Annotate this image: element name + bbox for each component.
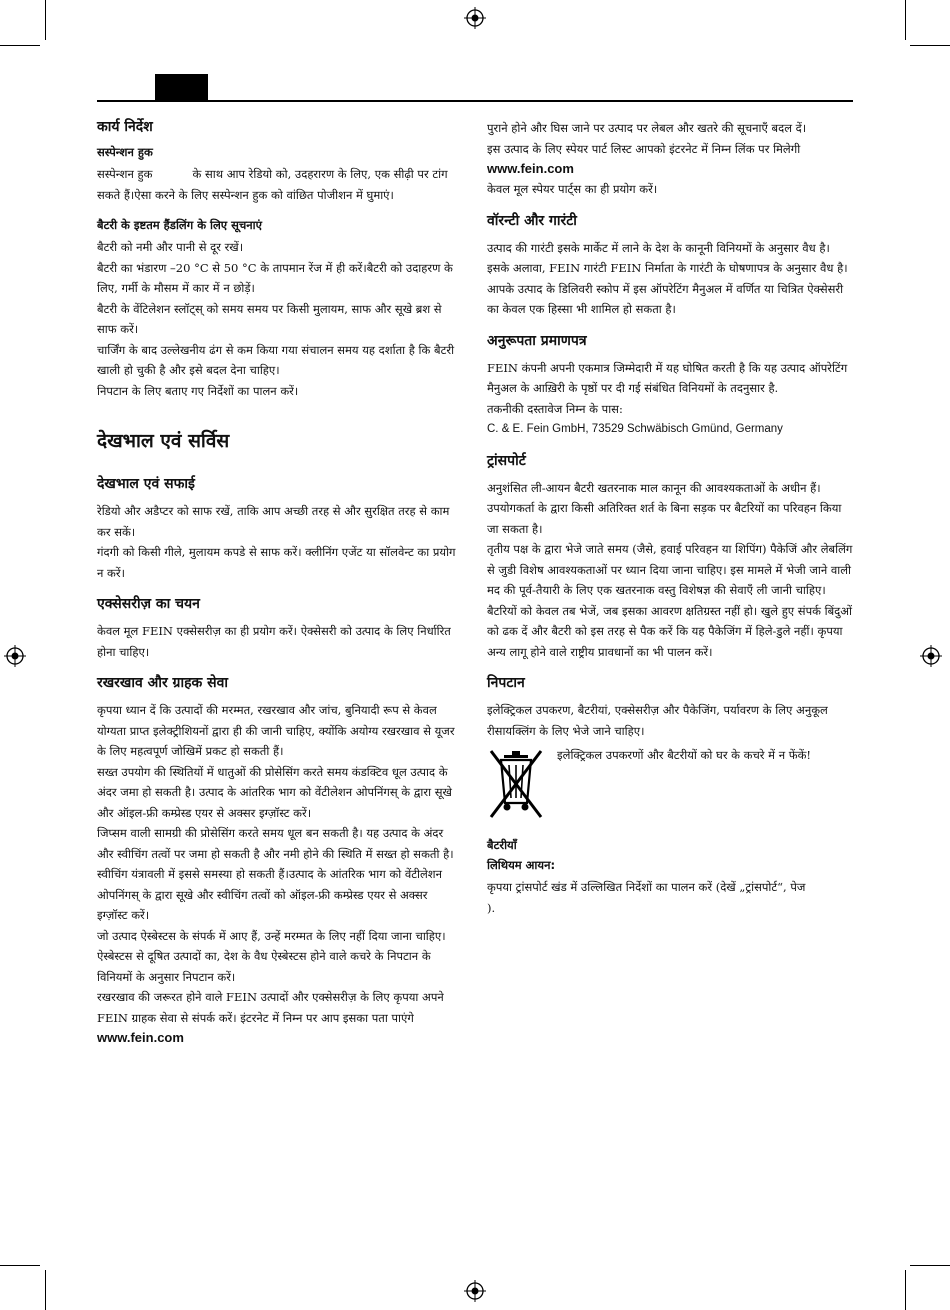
left-column bbox=[97, 118, 459, 1060]
warranty-section bbox=[487, 212, 853, 320]
registration-mark-icon bbox=[4, 645, 26, 667]
section-heading: कार्य निर्देश bbox=[97, 119, 153, 135]
right-column bbox=[487, 118, 853, 930]
registration-mark-icon bbox=[464, 7, 486, 29]
spare-parts-section bbox=[487, 118, 853, 200]
care-cleaning-section bbox=[97, 475, 459, 583]
crop-mark-top-left-v bbox=[45, 0, 46, 40]
text-fragment: कृपया ट्रांसपोर्ट खंड में उल्लिखित निर्देशों का पालन करें (देखें „ट्रांसपोर्ट“, पेज bbox=[487, 880, 806, 894]
registration-mark-icon bbox=[464, 1280, 486, 1302]
paragraph: चार्जिंग के बाद उल्लेखनीय ढंग से कम किया गया संचालन समय यह दर्शाता है कि बैटरी खाली हो चुकी है और इसे बदल देना चाहिए। bbox=[97, 342, 455, 377]
disposal-section bbox=[487, 674, 853, 825]
crop-mark-bottom-right-v bbox=[905, 1270, 906, 1310]
paragraph bbox=[97, 164, 459, 205]
text-fragment: सस्पेन्शन हुक bbox=[97, 167, 153, 181]
paragraph: FEIN कंपनी अपनी एकमात्र जिम्मेदारी में यह घोषित करती है कि यह उत्पाद ऑपरेटिंग मैनुअल के आख़िरी के पृष्ठों पर दी गई संबंधित विनियमों के तदनुसार है. bbox=[487, 360, 848, 395]
transport-section bbox=[487, 452, 853, 663]
paragraph: अनुशंसित ली-आयन बैटरी खतरनाक माल कानून की आवश्यकताओं के अधीन हैं। उपयोगकर्ता के द्वारा किसी अतिरिक्त शर्त के बिना सड़क पर बैटरियों का परिवहन किया जा सकता है। bbox=[487, 480, 842, 536]
paragraph: जो उत्पाद ऐस्बेस्टस के संपर्क में आए हैं, उन्हें मरम्मत के लिए नहीं दिया जाना चाहिए। ऐस्बेस्टस से दूषित उत्पादों का, देश के वैध ऐस्बेस्टस होने वाले कचरे के निपटान के विनियमों के अनुसार निपटान करें। bbox=[97, 928, 446, 984]
paragraph: निपटान के लिए बताए गए निर्देशों का पालन करें। bbox=[97, 383, 299, 398]
battery-handling-section bbox=[97, 217, 459, 401]
crop-mark-bottom-left-v bbox=[45, 1270, 46, 1310]
text-fragment: के साथ आप रेडियो को, उदहरारण के लिए, एक सीढ़ी पर टांग सकते हैं।ऐसा करने के लिए सस्पेन्शन हुक को वांछित पोजीशन में घुमाएं। bbox=[97, 167, 448, 202]
paragraph: केवल मूल स्पेयर पार्ट्स का ही प्रयोग करें। bbox=[487, 182, 658, 196]
paragraph: गंदगी को किसी गीले, मुलायम कपडे से साफ करें। क्लीनिंग एजेंट या सॉलवेन्ट का प्रयोग न करें। bbox=[97, 545, 456, 580]
section-heading: एक्सेसरीज़ का चयन bbox=[97, 596, 200, 612]
subsection-heading: बैटरी के इष्टतम हैंडलिंग के लिए सूचनाएं bbox=[97, 218, 262, 232]
paragraph: इलेक्ट्रिकल उपकरणों और बैटरीयों को घर के कचरे में न फेंकें! bbox=[557, 748, 812, 762]
paragraph: जिप्सम वाली सामग्री की प्रोसेसिंग करते समय धूल बन सकती है। यह उत्पाद के अंदर और स्वीचिंग तत्वों पर जमा हो सकती है और नमी होने की स्थिति में सख्त हो सकती है। स्वीचिंग यंत्रावली में इससे समस्या हो सकती हैं।उत्पाद के आंतरिक भाग को वेंटीलेशन ओपनिंगस् के द्वारा सूखे और स्वीचिंग तत्वों को ऑइल-फ्री कम्प्रेस्ड एयर से अक्सर इग्ज़ॉस्ट करें। bbox=[97, 826, 454, 922]
website-link[interactable]: www.fein.com bbox=[97, 1030, 184, 1045]
paragraph: इस उत्पाद के लिए स्पेयर पार्ट लिस्ट आपको इंटरनेट में निम्न लिंक पर मिलेगी bbox=[487, 141, 801, 156]
paragraph: पुराने होने और घिस जाने पर उत्पाद पर लेबल और खतरे की सूचनाएँ बदल दें। bbox=[487, 121, 807, 135]
section-heading: वॉरन्टी और गारंटी bbox=[487, 212, 577, 229]
crop-mark-bottom-right-h bbox=[910, 1265, 950, 1266]
paragraph: उत्पाद की गारंटी इसके मार्केट में लाने के देश के कानूनी विनियमों के अनुसार वैध है। इसके अलावा, FEIN गारंटी FEIN निर्माता के गारंटी के घोषणापत्र के अनुसार वैध है। आपके उत्पाद के डिलिवरी स्कोप में इस ऑपरेटिंग मैनुअल में वर्णित या चित्रित ऐक्सेसरी का केवल एक हिस्सा भी शामिल हो सकता है। bbox=[487, 240, 848, 316]
paragraph: कृपया ध्यान दें कि उत्पादों की मरम्मत, रखरखाव और जांच, बुनियादी रूप से केवल योग्यता प्राप्त इलेक्ट्रीशियनों द्वारा ही की जानी चाहिए, क्योंकि अयोग्य रखरखाव से यूजर के लिए महत्वपूर्ण जोखिमें प्रकट हो सकती हैं। bbox=[97, 703, 455, 758]
section-heading: रखरखाव और ग्राहक सेवा bbox=[97, 675, 229, 691]
paragraph: बैटरी का भंडारण –20 °C से 50 °C के तापमान रेंज में ही करें।बैटरी को उदाहरण के लिए, गर्मी के मौसम में कार में न छोड़ें। bbox=[97, 260, 453, 295]
section-heading: अनुरूपता प्रमाणपत्र bbox=[487, 332, 587, 349]
header-rule bbox=[97, 100, 853, 102]
manufacturer-address: C. & E. Fein GmbH, 73529 Schwäbisch Gmünd, Germany bbox=[487, 423, 783, 435]
text-fragment: ). bbox=[487, 900, 496, 915]
paragraph: बैटरियों को केवल तब भेजें, जब इसका आवरण क्षतिग्रस्त नहीं हो। खुले हुए संपर्क बिंदुओं को ढक दें और बैटरी को इस तरह से पैक करें कि यह पैकेजिंग में हिले-डुले नहीं। कृपया अन्य लागू होने वाले राष्ट्रीय प्रावधानों का भी पालन करें। bbox=[487, 603, 853, 659]
subsection-heading: लिथियम आयन: bbox=[487, 858, 556, 872]
paragraph: सख्त उपयोग की स्थितियों में धातुओं की प्रोसेसिंग करते समय कंडक्टिव धूल उत्पाद के अंदर जमा हो सकती है। उत्पाद के आंतरिक भाग को वेंटीलेशन ओपनिंगस् के द्वारा सूखे और ऑइल-फ्री कम्प्रेस्ड एयर से अक्सर इग्ज़ॉस्ट करें। bbox=[97, 764, 452, 820]
work-instructions-section bbox=[97, 118, 459, 205]
paragraph: इलेक्ट्रिकल उपकरण, बैटरीयां, एक्सेसरीज़ और पैकेजिंग, पर्यावरण के लिए अनुकूल रीसायक्लिंग के लिए भेजे जाने चाहिए। bbox=[487, 703, 828, 738]
page-number-tab bbox=[155, 74, 208, 101]
disposal-notice bbox=[487, 745, 853, 825]
paragraph bbox=[487, 877, 853, 918]
crop-mark-top-right-h bbox=[910, 45, 950, 46]
paragraph: बैटरी के वेंटिलेशन स्लॉट्स् को समय समय पर किसी मुलायम, साफ और सूखे ब्रश से साफ करें। bbox=[97, 301, 442, 336]
website-link[interactable]: www.fein.com bbox=[487, 161, 574, 176]
paragraph: बैटरी को नमी और पानी से दूर रखें। bbox=[97, 240, 244, 254]
batteries-section bbox=[487, 837, 853, 918]
accessory-section bbox=[97, 595, 459, 662]
section-heading: ट्रांसपोर्ट bbox=[487, 452, 526, 469]
section-heading: देखभाल एवं सफाई bbox=[97, 476, 195, 492]
crop-mark-top-left-h bbox=[0, 45, 40, 46]
paragraph: रखरखाव की जरूरत होने वाले FEIN उत्पादों और एक्सेसरीज़ के लिए कृपया अपने FEIN ग्राहक सेवा से संपर्क करें। इंटरनेट में निम्न पर आप इसका पता पाएंगे bbox=[97, 990, 444, 1025]
paragraph: तकनीकी दस्तावेज निम्न के पास: bbox=[487, 401, 623, 416]
paragraph: केवल मूल FEIN एक्सेसरीज़ का ही प्रयोग करें। ऐक्सेसरी को उत्पाद के लिए निर्धारित होना चाहिए। bbox=[97, 624, 451, 659]
chapter-heading: देखभाल एवं सर्विस bbox=[97, 430, 230, 452]
section-heading: निपटान bbox=[487, 675, 525, 691]
maintenance-section bbox=[97, 674, 459, 1048]
conformity-section bbox=[487, 332, 853, 440]
registration-mark-icon bbox=[920, 645, 942, 667]
paragraph: तृतीय पक्ष के द्वारा भेजे जाते समय (जैसे, हवाई परिवहन या शिपिंग) पैकेजिं और लेबलिंग से जुडी विशेष आवश्यकताओं पर ध्यान दिया जाना चाहिए। इस मामले में भेजी जाने वाली मद की पूर्व-तैयारी के लिए एक खतरनाक वस्तु विशेषज्ञ की सेवाएँ ली जानी चाहिए। bbox=[487, 542, 853, 597]
paragraph: रेडियो और अडैप्टर को साफ रखें, ताकि आप अच्छी तरह से और सुरक्षित तरह से काम कर सकें। bbox=[97, 504, 450, 539]
subsection-heading: सस्पेन्शन हुक bbox=[97, 145, 153, 159]
crop-mark-top-right-v bbox=[905, 0, 906, 40]
crop-mark-bottom-left-h bbox=[0, 1265, 40, 1266]
subsection-heading: बैटरीयाँ bbox=[487, 838, 517, 852]
crossed-out-wheelie-bin-icon bbox=[487, 745, 545, 825]
